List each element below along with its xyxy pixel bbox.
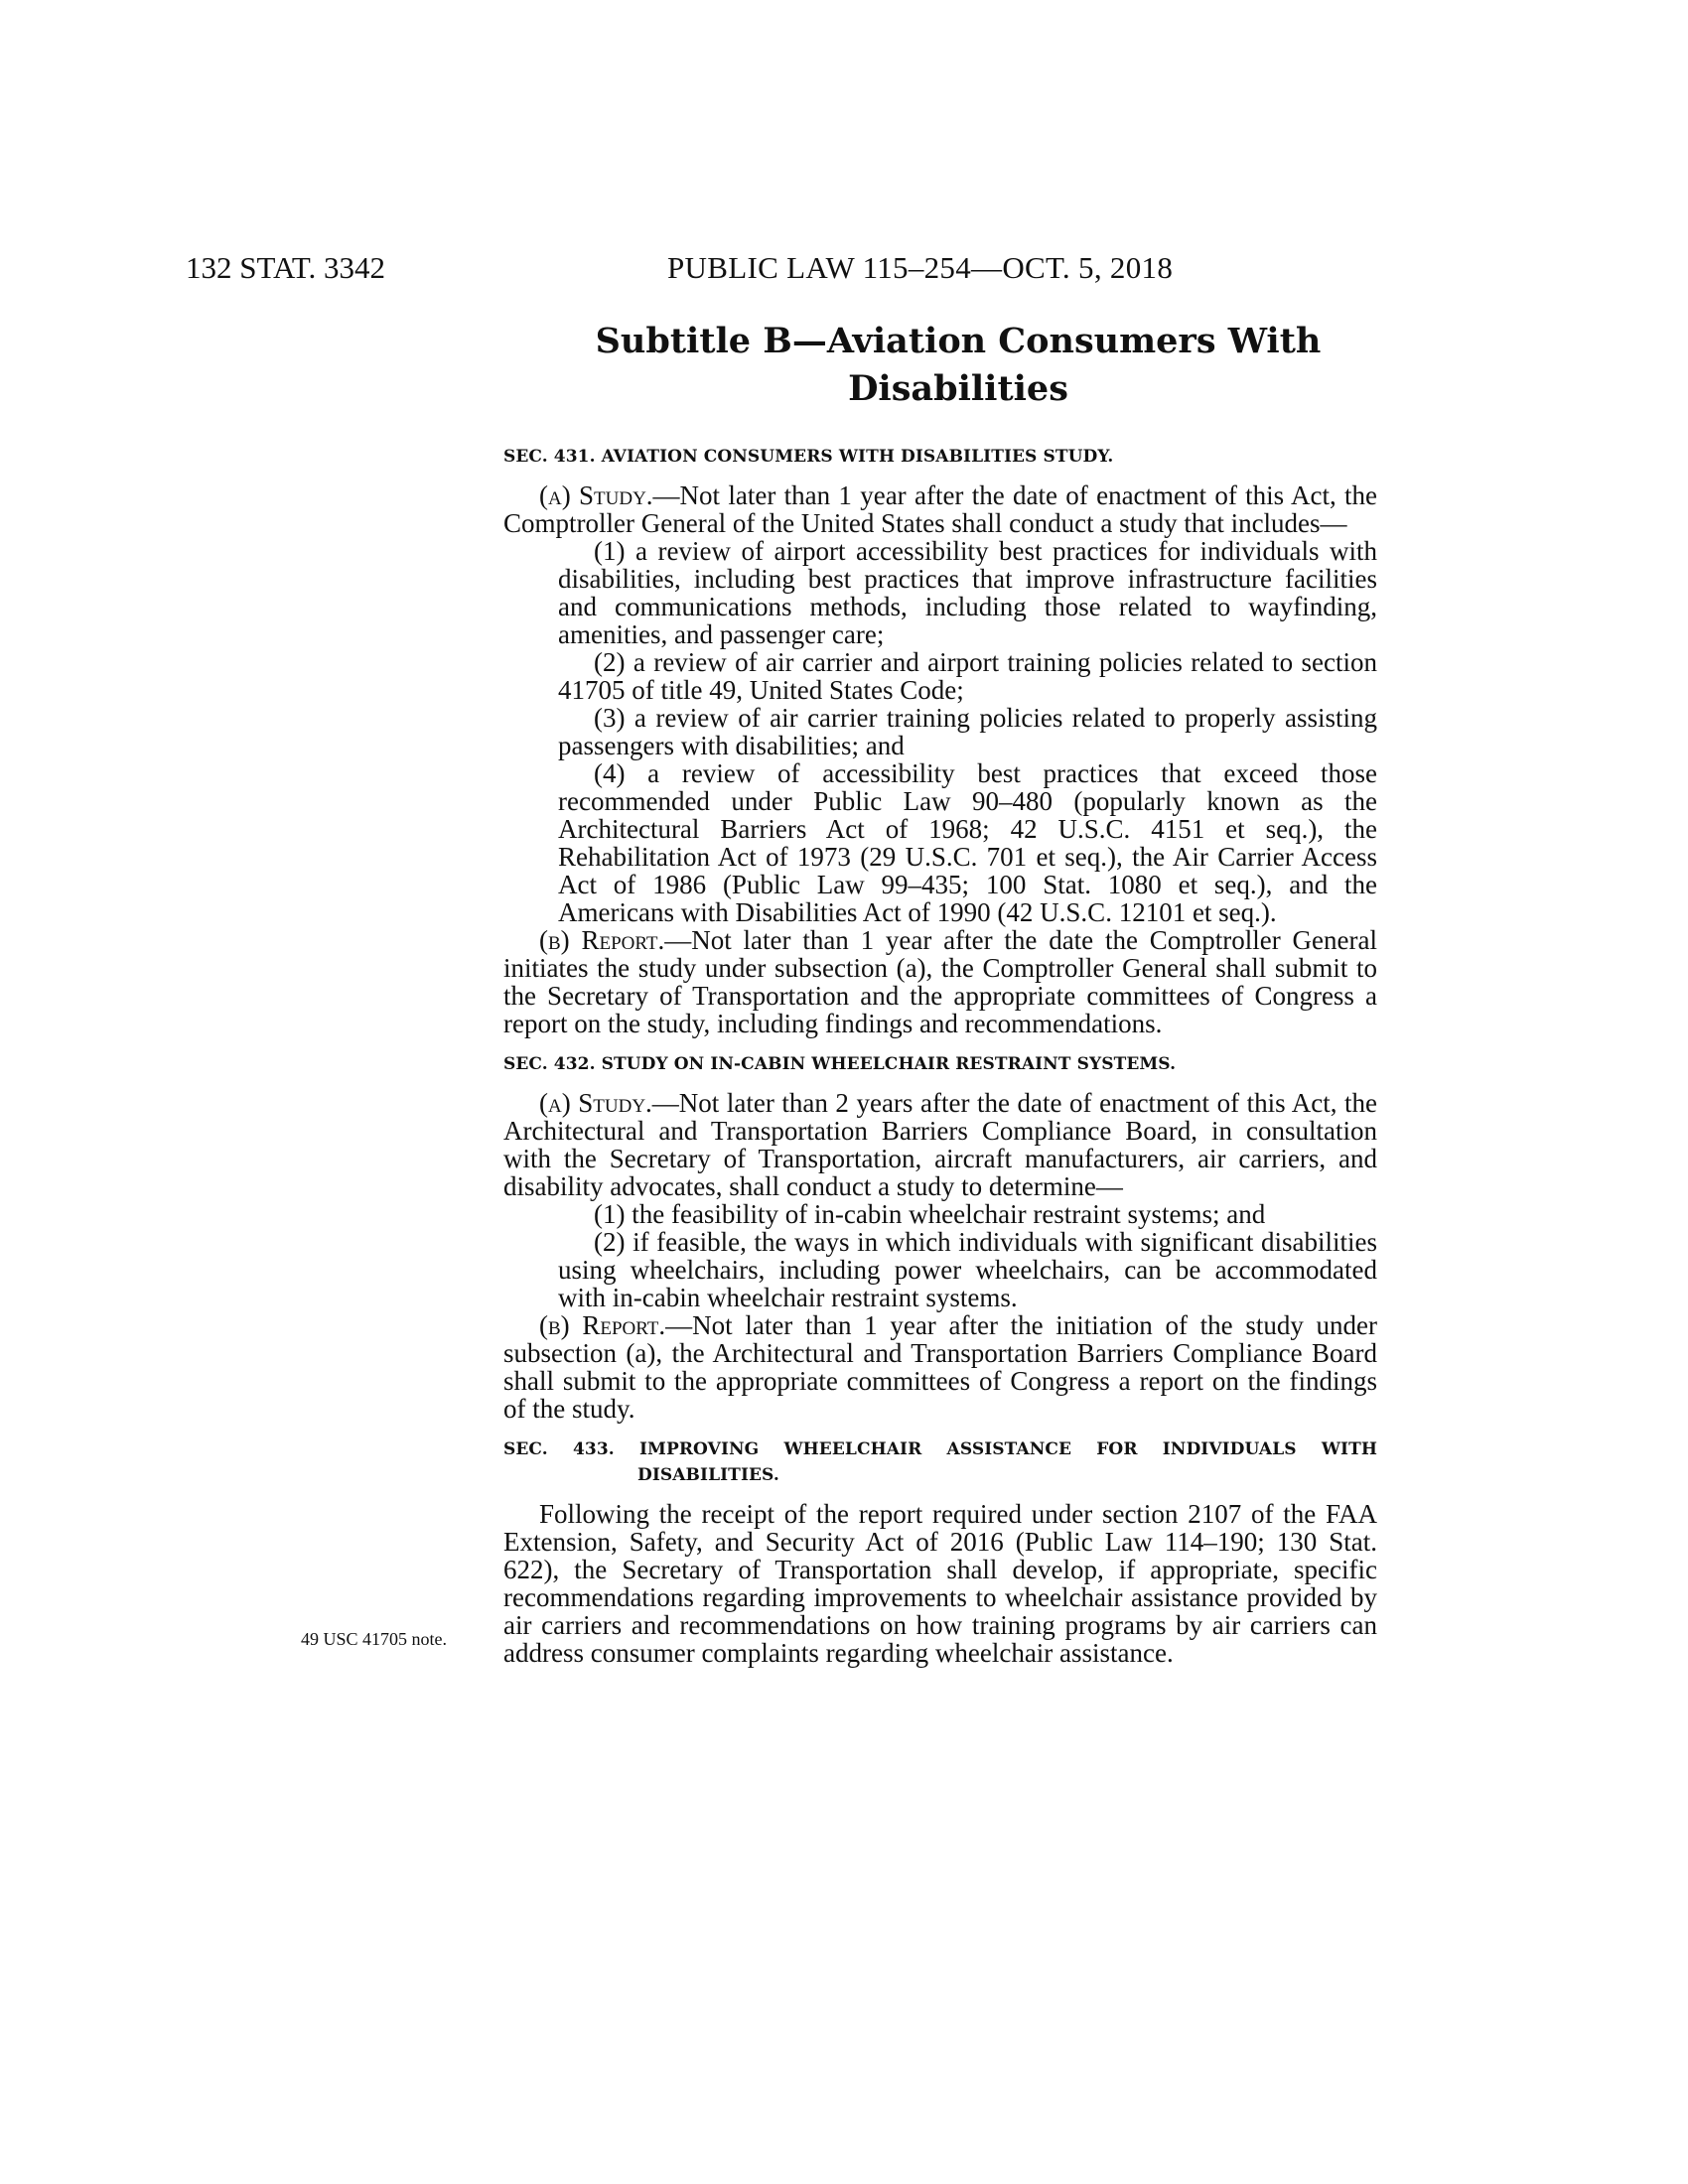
- subsection-label: (a) Study: [539, 1088, 646, 1118]
- paragraph-item: (4) a review of accessibility best practices that exceed those recommended under Public Law 90–480 (popularly known as the Architectural Barriers Act of 1968; 42 U.S.C. 4151 et seq.), the Rehabilitation Act of 1973 (29 U.S.C. 701 et seq.), the Air Carrier Access Act of 1986 (Public Law 99–435; 100 Stat. 1080 et seq.), and the Americans with Disabilities Act of 1990 (42 U.S.C. 12101 et seq.).: [558, 758, 1377, 927]
- subsection-text: .—Not later than 1 year after the date the Comptroller General initiates the study under subsection (a), the Comptroller General shall submit to the Secretary of Transportation and the appropriate committees of Congress a report on the study, including findings and recommendations.: [503, 925, 1377, 1038]
- subsection-b: [503, 1311, 1377, 1423]
- subsection-b: [503, 926, 1377, 1037]
- paragraph-item: (2) if feasible, the ways in which individuals with significant disabilities using wheelchairs, including power wheelchairs, can be accommodated with in-cabin wheelchair restraint systems.: [558, 1227, 1377, 1312]
- paragraph-item: (1) the feasibility of in-cabin wheelchair restraint systems; and: [594, 1199, 1266, 1229]
- section-spacer: [503, 1037, 1377, 1051]
- section-433: [503, 1436, 1377, 1667]
- section-body: Following the receipt of the report required under section 2107 of the FAA Extension, Safety, and Security Act of 2016 (Public Law 114–190; 130 Stat. 622), the Secretary of Transportation shall develop, if appropriate, specific recommendations regarding improvements to wheelchair assistance provided by air carriers and recommendations on how training programs by air carriers can address consumer complaints regarding wheelchair assistance.: [503, 1499, 1377, 1668]
- paragraph-item: (1) a review of airport accessibility best practices for individuals with disabilities, including best practices that improve infrastructure facilities and communications methods, including those related to wayfinding, amenities, and passenger care;: [558, 536, 1377, 649]
- subtitle-heading: Subtitle B—Aviation Consumers With Disabilities: [595, 321, 1322, 409]
- statute-page-reference: 132 STAT. 3342: [186, 250, 386, 285]
- subsection-label: (b) Report: [539, 1310, 659, 1340]
- subsection-text: .—Not later than 1 year after the initiation of the study under subsection (a), the Architectural and Transportation Barriers Compliance Board shall submit to the appropriate committees of Congress a report on the findings of the study.: [503, 1310, 1377, 1424]
- document-body: [503, 444, 1377, 1667]
- section-heading: SEC. 433. IMPROVING WHEELCHAIR ASSISTANCE FOR INDIVIDUALS WITH DISABILITIES.: [503, 1439, 1377, 1485]
- section-heading: SEC. 432. STUDY ON IN-CABIN WHEELCHAIR RESTRAINT SYSTEMS.: [503, 1054, 1177, 1074]
- subsection-text: .—Not later than 2 years after the date of enactment of this Act, the Architectural and Transportation Barriers Compliance Board, in consultation with the Secretary of Transportation, aircraft manufacturers, air carriers, and disability advocates, shall conduct a study to determine—: [503, 1088, 1377, 1201]
- section-431: [503, 444, 1377, 1037]
- subsection-text: .—Not later than 1 year after the date of enactment of this Act, the Comptroller General of the United States shall conduct a study that includes—: [503, 480, 1377, 538]
- margin-note: 49 USC 41705 note.: [301, 1629, 448, 1649]
- section-432: [503, 1051, 1377, 1423]
- section-spacer: [503, 1423, 1377, 1436]
- subsection-label: (b) Report: [539, 925, 658, 955]
- subsection-label: (a) Study: [539, 480, 646, 510]
- paragraph-item: (3) a review of air carrier training policies related to properly assisting passengers with disabilities; and: [558, 703, 1377, 760]
- subsection-a: [503, 481, 1377, 537]
- section-heading: SEC. 431. AVIATION CONSUMERS WITH DISABILITIES STUDY.: [503, 447, 1114, 467]
- paragraph-item: (2) a review of air carrier and airport training policies related to section 41705 of title 49, United States Code;: [558, 647, 1377, 705]
- subsection-a: [503, 1089, 1377, 1200]
- page-header: [0, 250, 1688, 290]
- public-law-reference: PUBLIC LAW 115–254—OCT. 5, 2018: [667, 250, 1174, 285]
